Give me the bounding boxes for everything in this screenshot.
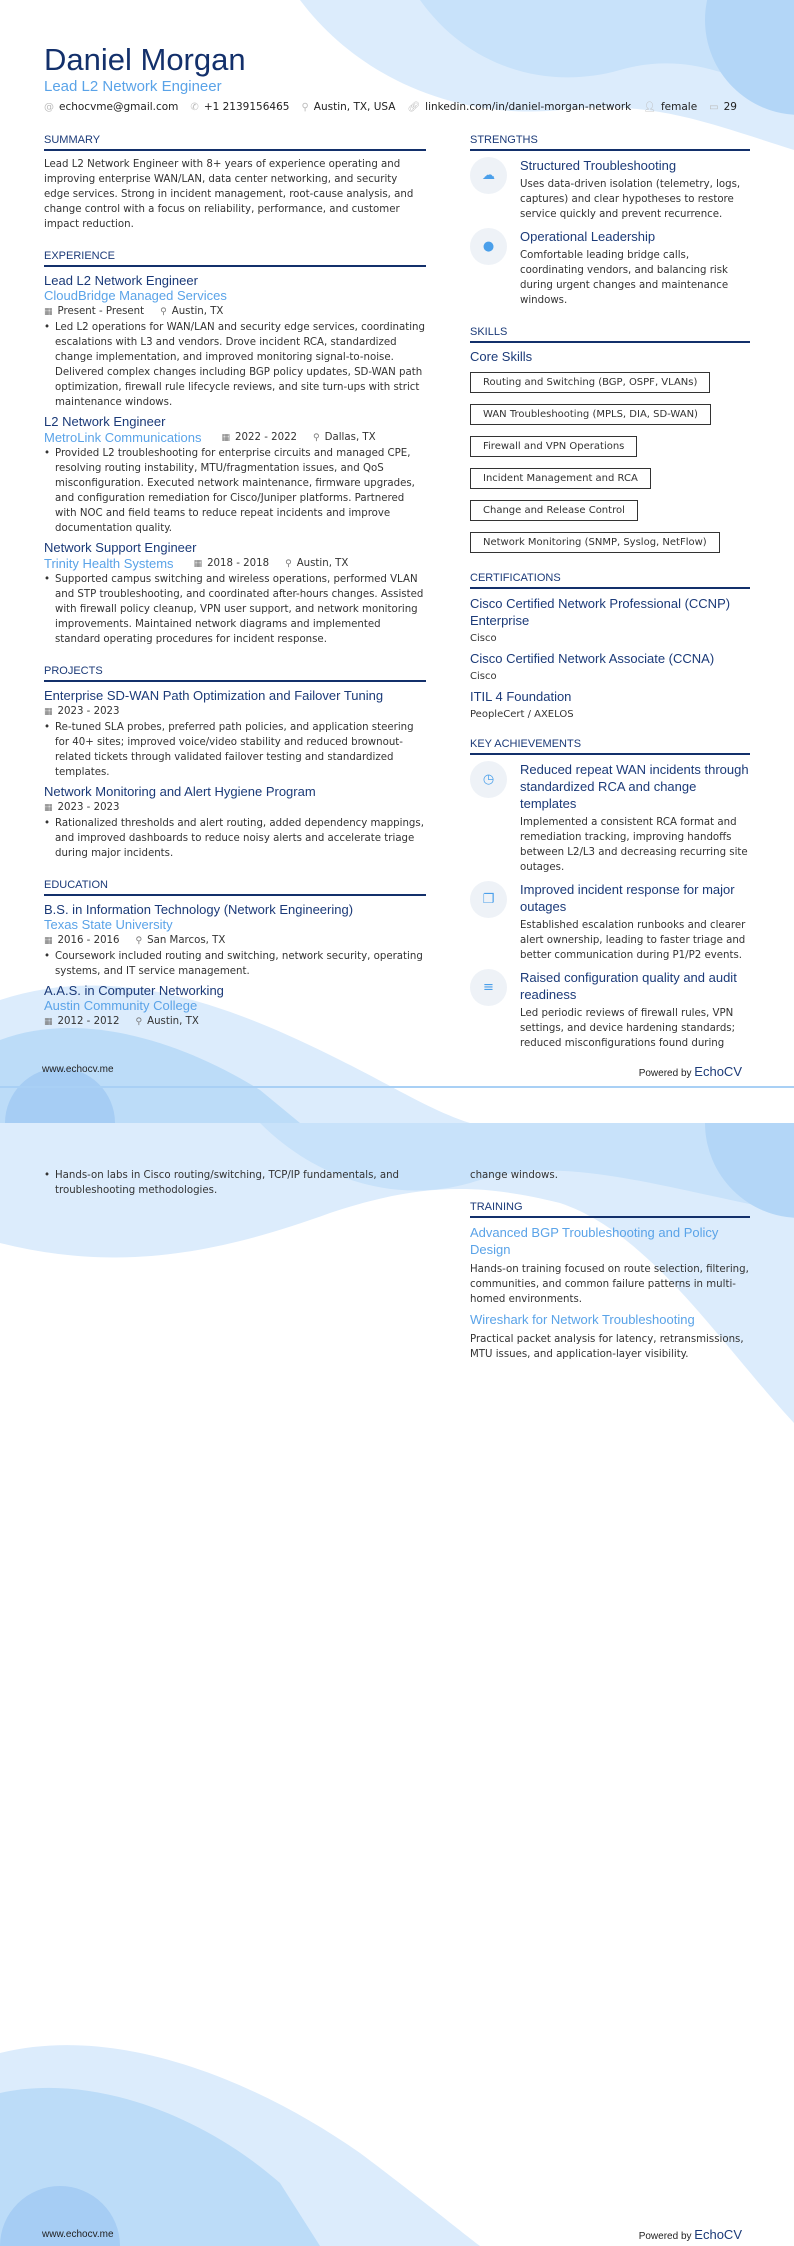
achievement-title: Improved incident response for major outages	[520, 882, 735, 914]
skill-chip: Network Monitoring (SNMP, Syslog, NetFlow)	[470, 532, 720, 553]
location-pin-icon: ⚲	[313, 433, 320, 443]
education-item	[44, 902, 426, 979]
calendar-icon: ▦	[193, 559, 203, 569]
contact-bar	[44, 101, 737, 113]
summary-text: Lead L2 Network Engineer with 8+ years of experience operating and improving enterprise WAN/LAN, data center networking, and security edge services. Strong in incident management, root-cause analysis, and change control with a focus on reliability, performance, and customer impact reduction.	[44, 159, 414, 230]
achievement-title: Reduced repeat WAN incidents through standardized RCA and change templates	[520, 762, 749, 811]
achievement-item	[470, 969, 750, 1051]
training-desc: Practical packet analysis for latency, retransmissions, MTU issues, and application-layer visibility.	[470, 1334, 744, 1360]
skill-chip: Routing and Switching (BGP, OSPF, VLANs)	[470, 372, 710, 393]
training-item	[470, 1224, 750, 1307]
calendar-icon: ▦	[221, 433, 231, 443]
footer-website[interactable]: www.echocv.me	[42, 2229, 114, 2240]
job-bullet: • Supported campus switching and wireless operations, performed VLAN and STP troubleshooting, and coordinated after-hours changes. Assisted with firewall policy cleanup, VPN user support, and network monitoring improvements. Maintained network diagrams and implemented standard operating procedures for incident response.	[44, 572, 426, 647]
email-text: echocvme@gmail.com	[59, 101, 179, 113]
achievement-desc: Implemented a consistent RCA format and remediation tracking, improving handoffs between L2/L3 and decreasing recurring site outages.	[520, 817, 748, 873]
edu-bullet: • Hands-on labs in Cisco routing/switching, TCP/IP fundamentals, and troubleshooting methodologies.	[44, 1168, 426, 1198]
skill-chip: Firewall and VPN Operations	[470, 436, 637, 457]
powered-by-text: Powered by	[638, 1068, 692, 1079]
edu-location: San Marcos, TX	[147, 935, 226, 946]
location-pin-icon: ⚲	[135, 936, 143, 946]
candidate-name: Daniel Morgan	[44, 42, 246, 77]
strength-desc: Comfortable leading bridge calls, coordinating vendors, and balancing risk during urgent changes and maintenance windows.	[520, 250, 729, 306]
skill-list	[470, 370, 750, 562]
footer-website[interactable]: www.echocv.me	[42, 1064, 114, 1075]
chat-bubble-icon: ●	[470, 228, 507, 265]
achievement-desc: Established escalation runbooks and clearer alert ownership, leading to faster triage and better communication during P1/P2 events.	[520, 920, 746, 961]
resume-page-2	[0, 1123, 794, 2246]
skill-chip: Change and Release Control	[470, 500, 638, 521]
company-name: Trinity Health Systems	[44, 556, 174, 571]
calendar-icon: ▦	[44, 803, 53, 813]
footer-powered	[639, 1064, 742, 1079]
project-title: Enterprise SD-WAN Path Optimization and Failover Tuning	[44, 688, 384, 703]
age-text: 29	[723, 101, 737, 113]
strength-title: Structured Troubleshooting	[520, 158, 677, 173]
calendar-icon: ▦	[44, 707, 53, 717]
strength-item	[470, 228, 750, 308]
location-pin-icon: ⚲	[301, 102, 309, 113]
location-pin-icon: ⚲	[160, 307, 167, 317]
job-bullet: • Led L2 operations for WAN/LAN and security edge services, coordinating escalations with L3 and vendors. Drove incident RCA, standardized change implementation, and improved monitoring signal-to-noise. Delivered complex changes including BGP policy updates, SD-WAN path optimization, firewall rule lifecycle reviews, and site turn-ups with strict maintenance windows.	[44, 320, 426, 410]
calendar-icon: ▭	[709, 102, 719, 113]
job-title: Lead L2 Network Engineer	[44, 273, 198, 288]
contact-location	[301, 101, 395, 113]
project-item	[44, 688, 426, 780]
job-location: Austin, TX	[171, 306, 224, 317]
achievement-title: Raised configuration quality and audit readiness	[520, 970, 737, 1002]
training-title: Advanced BGP Troubleshooting and Policy Design	[470, 1225, 719, 1257]
brand-name: EchoCV	[694, 2227, 742, 2242]
education-item	[44, 983, 426, 1027]
job-dates: Present - Present	[57, 306, 145, 317]
edu-bullet: • Coursework included routing and switching, network security, operating systems, and IT service management.	[44, 949, 426, 979]
contact-age	[709, 101, 737, 113]
project-bullet: • Rationalized thresholds and alert routing, added dependency mappings, and improved dashboards to reduce noisy alerts and accelerate triage during major incidents.	[44, 816, 426, 861]
company-name: CloudBridge Managed Services	[44, 288, 227, 303]
certifications-heading: CERTIFICATIONS	[470, 572, 750, 589]
location-pin-icon: ⚲	[135, 1017, 143, 1027]
cert-issuer: Cisco	[470, 671, 497, 682]
cert-issuer: PeopleCert / AXELOS	[470, 709, 574, 720]
strengths-heading: STRENGTHS	[470, 134, 750, 151]
school: Texas State University	[44, 917, 173, 932]
cloud-icon: ☁	[470, 157, 507, 194]
left-column	[44, 134, 426, 1030]
job-dates: 2022 - 2022	[235, 432, 298, 443]
skill-group-title: Core Skills	[470, 349, 533, 364]
project-dates: 2023 - 2023	[57, 706, 120, 717]
achievement-item	[470, 761, 750, 875]
phone-icon: ✆	[190, 102, 199, 113]
achievement-desc-continued: change windows.	[470, 1170, 558, 1181]
job-title: Network Support Engineer	[44, 540, 197, 555]
job-dates: 2018 - 2018	[207, 558, 270, 569]
strength-desc: Uses data-driven isolation (telemetry, logs, captures) and clear hypotheses to restore service quickly and prevent recurrence.	[520, 179, 741, 220]
company-name: MetroLink Communications	[44, 430, 202, 445]
right-column-continued	[470, 1168, 750, 1362]
training-heading: TRAINING	[470, 1201, 750, 1218]
left-column-continued	[44, 1168, 426, 1198]
skill-chip: WAN Troubleshooting (MPLS, DIA, SD-WAN)	[470, 404, 711, 425]
candidate-title: Lead L2 Network Engineer	[44, 78, 222, 95]
degree: A.A.S. in Computer Networking	[44, 983, 224, 998]
contact-email[interactable]	[44, 101, 178, 113]
person-icon: 👤︎	[643, 102, 656, 113]
experience-heading: EXPERIENCE	[44, 250, 426, 267]
location-pin-icon: ⚲	[285, 559, 292, 569]
lines-icon: ≡	[470, 969, 507, 1006]
degree: B.S. in Information Technology (Network Engineering)	[44, 902, 354, 917]
skills-heading: SKILLS	[470, 326, 750, 343]
clock-icon: ◷	[470, 761, 507, 798]
cert-name: Cisco Certified Network Professional (CCNP) Enterprise	[470, 596, 731, 628]
calendar-icon: ▦	[44, 307, 53, 317]
contact-phone[interactable]	[190, 101, 289, 113]
calendar-icon: ▦	[44, 936, 53, 946]
at-icon: @	[44, 102, 54, 113]
project-title: Network Monitoring and Alert Hygiene Program	[44, 784, 316, 799]
calendar-icon: ▦	[44, 1017, 53, 1027]
training-title: Wireshark for Network Troubleshooting	[470, 1312, 695, 1327]
footer-powered	[639, 2227, 742, 2242]
achievement-desc: Led periodic reviews of firewall rules, VPN settings, and device hardening standards; reduced misconfigurations found during	[520, 1008, 736, 1049]
location-text: Austin, TX, USA	[313, 101, 396, 113]
strength-item	[470, 157, 750, 222]
experience-item	[44, 540, 426, 647]
job-bullet: • Provided L2 troubleshooting for enterprise circuits and managed CPE, resolving routing instability, MTU/fragmentation issues, and QoS misconfiguration. Executed network maintenance, firmware upgrades, and configuration remediation for Cisco/Juniper platforms. Partnered with NOC and field teams to reduce repeat incidents and improve documentation quality.	[44, 446, 426, 536]
gender-text: female	[660, 101, 698, 113]
skill-chip: Incident Management and RCA	[470, 468, 651, 489]
cert-issuer: Cisco	[470, 633, 497, 644]
contact-linkedin[interactable]	[407, 101, 631, 113]
achievements-heading: KEY ACHIEVEMENTS	[470, 738, 750, 755]
training-desc: Hands-on training focused on route selection, filtering, communities, and common failure patterns in multi-homed environments.	[470, 1264, 749, 1305]
summary-heading: SUMMARY	[44, 134, 426, 151]
cert-name: ITIL 4 Foundation	[470, 689, 572, 704]
job-title: L2 Network Engineer	[44, 414, 166, 429]
edu-dates: 2016 - 2016	[57, 935, 120, 946]
page-divider	[0, 1086, 794, 1088]
training-item	[470, 1311, 750, 1362]
project-bullet: • Re-tuned SLA probes, preferred path policies, and application steering for 40+ sites; improved voice/video stability and reduced brownout-related tickets through validated failover testing and standardized templates.	[44, 720, 426, 780]
powered-by-text: Powered by	[638, 2231, 692, 2242]
experience-item	[44, 273, 426, 410]
brand-name: EchoCV	[694, 1064, 742, 1079]
right-column	[470, 134, 750, 1057]
school: Austin Community College	[44, 998, 198, 1013]
edu-location: Austin, TX	[147, 1016, 199, 1027]
job-location: Austin, TX	[296, 558, 349, 569]
cert-name: Cisco Certified Network Associate (CCNA)	[470, 651, 715, 666]
linkedin-text: linkedin.com/in/daniel-morgan-network	[425, 101, 632, 113]
achievement-item	[470, 881, 750, 963]
edu-dates: 2012 - 2012	[57, 1016, 120, 1027]
project-dates: 2023 - 2023	[57, 802, 120, 813]
project-item	[44, 784, 426, 861]
strength-title: Operational Leadership	[520, 229, 656, 244]
contact-gender	[643, 101, 697, 113]
job-location: Dallas, TX	[324, 432, 376, 443]
projects-heading: PROJECTS	[44, 665, 426, 682]
experience-item	[44, 414, 426, 536]
documents-icon: ❐	[470, 881, 507, 918]
phone-text: +1 2139156465	[203, 101, 290, 113]
education-heading: EDUCATION	[44, 879, 426, 896]
link-icon: 🔗︎	[407, 102, 421, 113]
